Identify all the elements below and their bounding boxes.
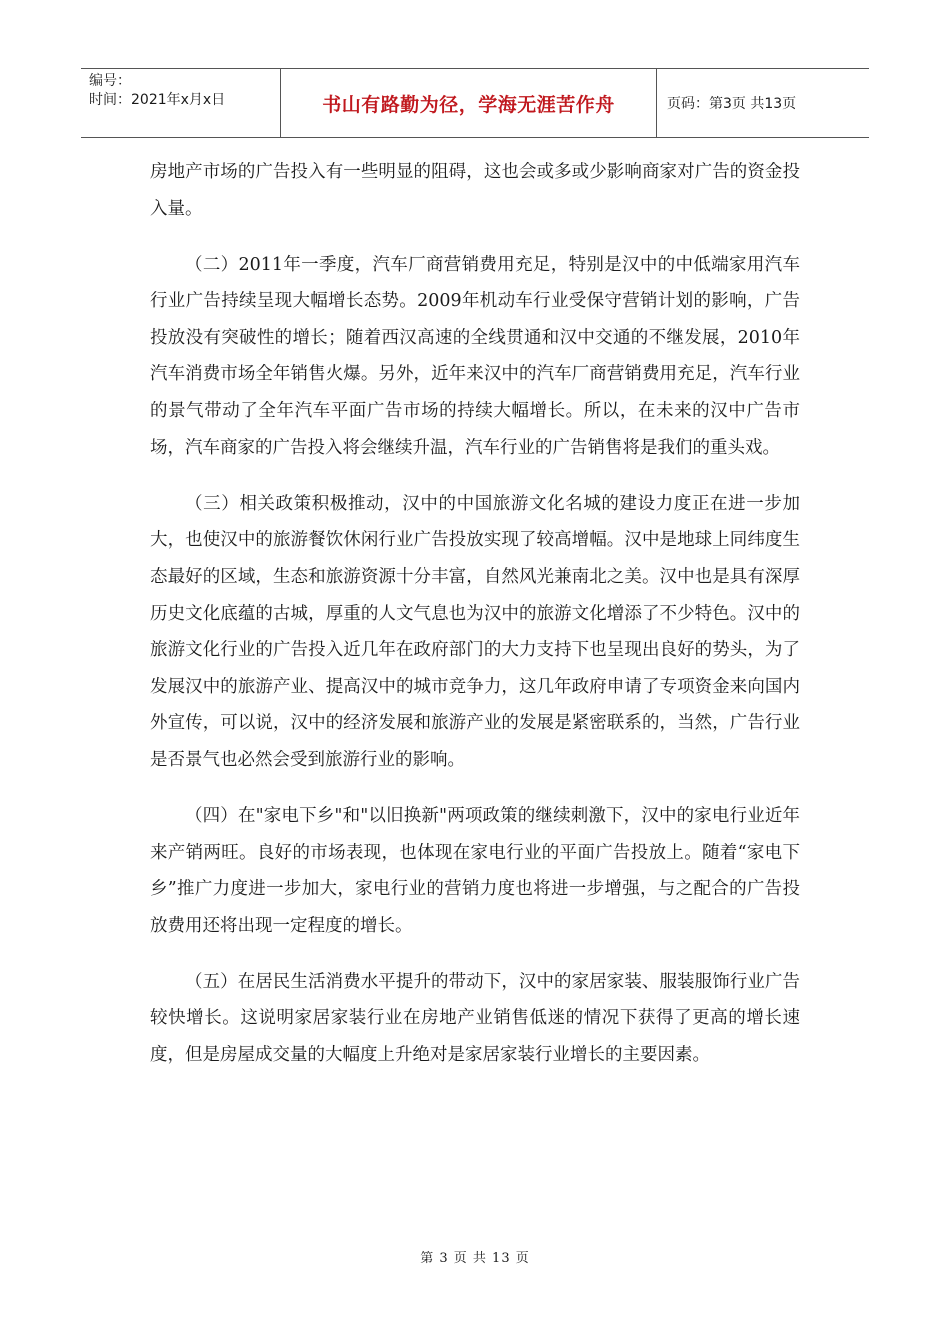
page-footer: 第 3 页 共 13 页 [420, 1251, 530, 1266]
body-paragraph: （五）在居民生活消费水平提升的带动下，汉中的家居家装、服装服饰行业广告较快增长。这说明家居家装行业在房地产业销售低迷的情况下获得了更高的增长速度，但是房屋成交量的大幅度上升绝对是家居家装行业增长的主要因素。 [150, 971, 800, 1066]
document-body [150, 154, 800, 1093]
header-page-info: 页码：第3页 共13页 [667, 96, 797, 112]
document-date: 时间：2021年x月x日 [89, 92, 226, 108]
body-paragraph: （三）相关政策积极推动，汉中的中国旅游文化名城的建设力度正在进一步加大，也使汉中的旅游餐饮休闲行业广告投放实现了较高增幅。汉中是地球上同纬度生态最好的区域，生态和旅游资源十分丰富，自然风光兼南北之美。汉中也是具有深厚历史文化底蕴的古城，厚重的人文气息也为汉中的旅游文化增添了不少特色。汉中的旅游文化行业的广告投入近几年在政府部门的大力支持下也呈现出良好的势头，为了发展汉中的旅游产业、提高汉中的城市竞争力，这几年政府申请了专项资金来向国内外宣传，可以说，汉中的经济发展和旅游产业的发展是紧密联系的，当然，广告行业是否景气也必然会受到旅游行业的影响。 [150, 493, 800, 770]
body-paragraph: （四）在"家电下乡"和"以旧换新"两项政策的继续刺激下，汉中的家电行业近年来产销两旺。良好的市场表现，也体现在家电行业的平面广告投放上。随着“家电下乡”推广力度进一步加大，家电行业的营销力度也将进一步增强，与之配合的广告投放费用还将出现一定程度的增长。 [150, 806, 800, 936]
document-header [81, 68, 869, 138]
header-motto: 书山有路勤为径，学海无涯苦作舟 [281, 69, 657, 137]
document-number-label: 编号： [89, 73, 131, 89]
header-meta [81, 69, 281, 137]
body-paragraph: （二）2011年一季度，汽车厂商营销费用充足，特别是汉中的中低端家用汽车行业广告持续呈现大幅增长态势。2009年机动车行业受保守营销计划的影响，广告投放没有突破性的增长；随着西汉高速的全线贯通和汉中交通的不继发展，2010年汽车消费市场全年销售火爆。另外，近年来汉中的汽车厂商营销费用充足，汽车行业的景气带动了全年汽车平面广告市场的持续大幅增长。所以，在未来的汉中广告市场，汽车商家的广告投入将会继续升温，汽车行业的广告销售将是我们的重头戏。 [150, 254, 800, 458]
body-paragraph: 房地产市场的广告投入有一些明显的阻碍，这也会或多或少影响商家对广告的资金投入量。 [150, 162, 800, 219]
